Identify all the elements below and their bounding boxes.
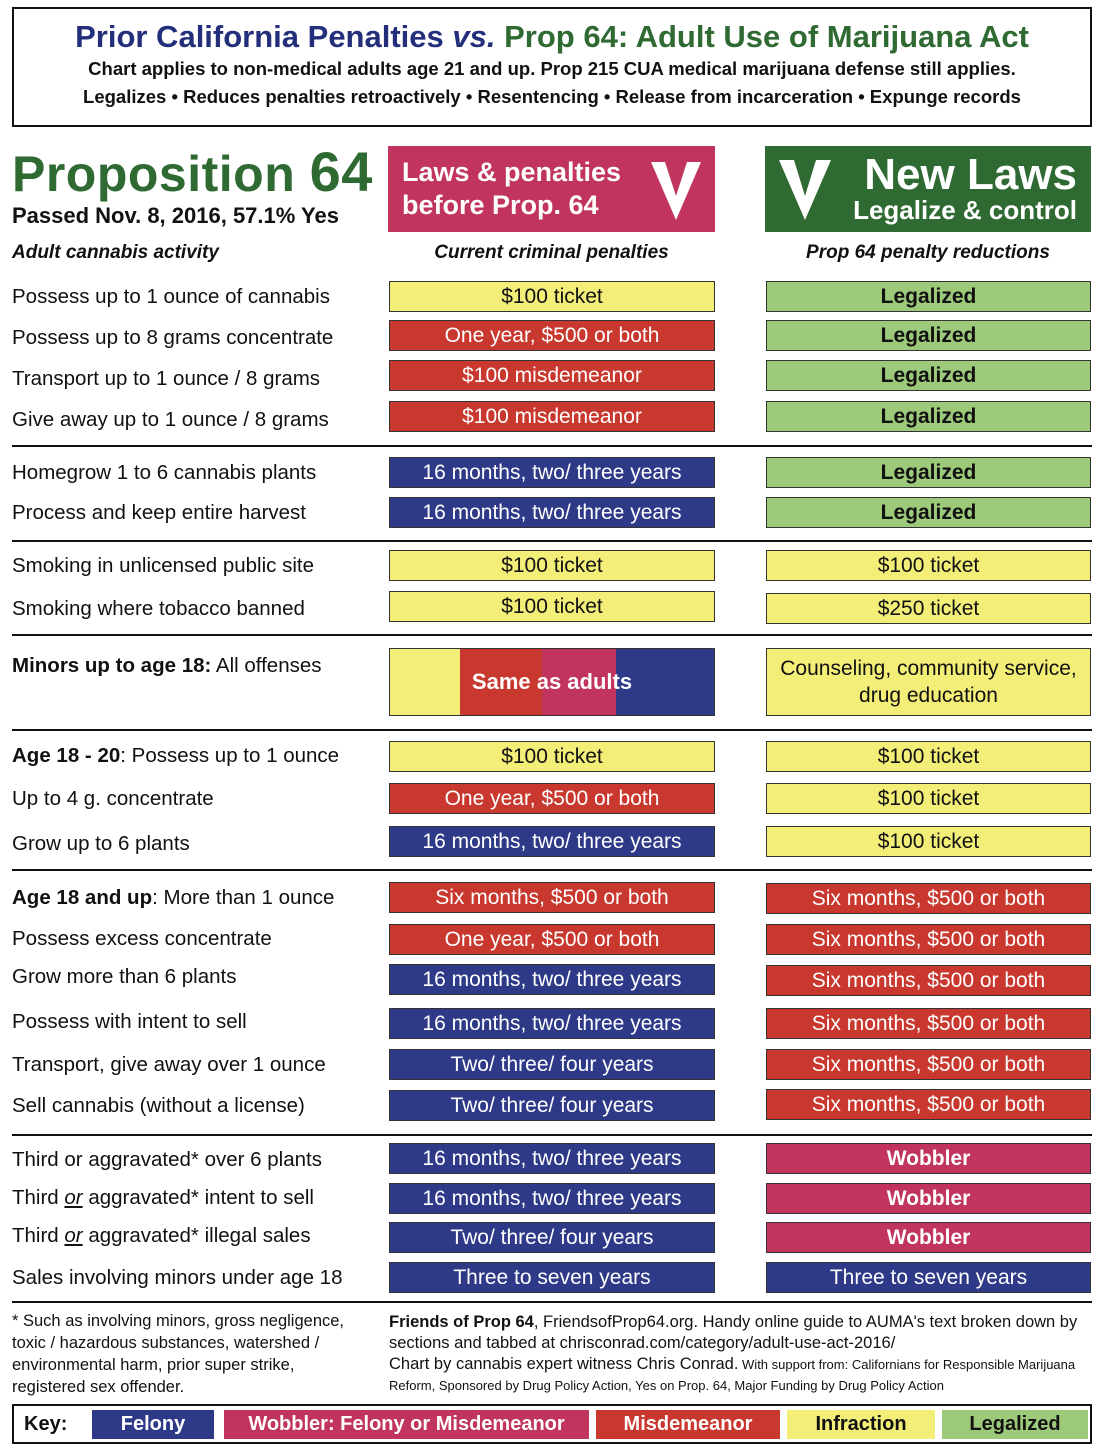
row-activity-rest: aggravated* intent to sell	[82, 1186, 314, 1209]
new-penalty-cell: Wobbler	[766, 1143, 1091, 1174]
row-activity-bold: Minors up to age 18:	[12, 654, 212, 677]
row-activity-rest: All offenses	[211, 654, 322, 677]
credits-support: With support from: Californians for Responsible Marijuana Reform, Sponsored by Drug Policy Action, Yes on Prop. 64, Major Funding by Drug Policy Action	[389, 1357, 1076, 1393]
new-penalty-cell: Six months, $500 or both	[766, 965, 1091, 996]
header-subtitle: Chart applies to non-medical adults age 21 and up. Prop 215 CUA medical marijuana defense still applies.	[88, 58, 1016, 79]
new-penalty-cell: Legalized	[766, 401, 1091, 432]
new-penalty-cell: $100 ticket	[766, 550, 1091, 581]
current-penalty-cell: One year, $500 or both	[389, 320, 715, 351]
new-penalty-cell: Six months, $500 or both	[766, 1089, 1091, 1120]
current-penalty-cell: 16 months, two/ three years	[389, 457, 715, 488]
new-penalty-cell: Six months, $500 or both	[766, 1049, 1091, 1080]
new-banner-line1: New Laws	[864, 150, 1077, 199]
new-penalty-cell: Legalized	[766, 360, 1091, 391]
new-penalty-cell: Legalized	[766, 497, 1091, 528]
credits-line1: , FriendsofProp64.org. Handy online guide to AUMA's text broken down by sections and tabbed at chrisconrad.com/category/adult-use-act-2016/	[389, 1313, 1078, 1352]
column-header-activity: Adult cannabis activity	[12, 242, 219, 263]
group-divider	[12, 869, 1092, 871]
current-penalty-cell: Two/ three/ four years	[389, 1222, 715, 1253]
current-penalty-cell: 16 months, two/ three years	[389, 1183, 715, 1214]
row-activity-rest: aggravated* illegal sales	[82, 1224, 311, 1247]
current-penalty-cell: Three to seven years	[389, 1262, 715, 1293]
group-divider	[12, 1301, 1092, 1303]
row-activity	[12, 744, 339, 768]
current-penalty-cell: Two/ three/ four years	[389, 1049, 715, 1080]
new-penalty-cell: Six months, $500 or both	[766, 1008, 1091, 1039]
same-as-adults-label: Same as adults	[471, 669, 633, 694]
key-misdemeanor: Misdemeanor	[596, 1410, 780, 1439]
current-penalty-cell: Six months, $500 or both	[389, 882, 715, 913]
row-activity: Possess up to 8 grams concentrate	[12, 326, 334, 349]
row-activity-pre: Third	[12, 1224, 65, 1247]
title-part3: : Adult Use of Marijuana Act	[617, 19, 1029, 54]
row-activity: Homegrow 1 to 6 cannabis plants	[12, 461, 317, 484]
row-activity-bold: Age 18 - 20	[12, 744, 121, 767]
new-penalty-cell: Counseling, community service, drug education	[766, 648, 1091, 716]
row-activity: Smoking in unlicensed public site	[12, 554, 314, 577]
footnote: * Such as involving minors, gross negligence, toxic / hazardous substances, watershed / environmental harm, prior super strike, registered sex offender.	[12, 1312, 345, 1396]
proposition-word: Proposition	[12, 146, 310, 202]
new-banner-line2: Legalize & control	[853, 195, 1077, 225]
current-penalty-cell: 16 months, two/ three years	[389, 1143, 715, 1174]
key-infraction: Infraction	[787, 1410, 935, 1439]
current-penalty-cell: 16 months, two/ three years	[389, 826, 715, 857]
group-divider	[12, 634, 1092, 636]
row-activity: Give away up to 1 ounce / 8 grams	[12, 408, 329, 431]
new-penalty-cell: $100 ticket	[766, 826, 1091, 857]
legend-key	[12, 1404, 1092, 1444]
row-activity: Possess excess concentrate	[12, 927, 272, 950]
row-activity: Transport, give away over 1 ounce	[12, 1053, 326, 1076]
row-activity	[12, 1224, 311, 1248]
row-activity: Possess with intent to sell	[12, 1010, 247, 1033]
new-penalty-cell: $250 ticket	[766, 593, 1091, 624]
row-activity	[12, 1186, 314, 1210]
new-penalty-cell: $100 ticket	[766, 741, 1091, 772]
key-label: Key:	[24, 1413, 68, 1435]
current-penalty-cell: 16 months, two/ three years	[389, 1008, 715, 1039]
current-penalty-cell: 16 months, two/ three years	[389, 497, 715, 528]
title-vs: vs.	[452, 19, 496, 54]
new-penalty-cell: Six months, $500 or both	[766, 924, 1091, 955]
infraction-stripe	[390, 649, 460, 715]
new-penalty-cell: Legalized	[766, 457, 1091, 488]
proposition-number: 64	[309, 140, 373, 203]
group-divider	[12, 1134, 1092, 1136]
key-felony: Felony	[92, 1410, 214, 1439]
new-penalty-cell: Wobbler	[766, 1183, 1091, 1214]
current-penalty-cell: 16 months, two/ three years	[389, 964, 715, 995]
key-wobbler: Wobbler: Felony or Misdemeanor	[224, 1410, 589, 1439]
new-penalty-cell: Six months, $500 or both	[766, 883, 1091, 914]
row-activity-bold: Age 18 and up	[12, 886, 153, 909]
credits	[389, 1312, 1099, 1396]
group-divider	[12, 445, 1092, 447]
header-tagline: Legalizes • Reduces penalties retroactively • Resentencing • Release from incarceration • Expunge records	[83, 86, 1021, 107]
current-penalty-cell: One year, $500 or both	[389, 924, 715, 955]
new-penalty-cell: $100 ticket	[766, 783, 1091, 814]
current-penalty-cell: $100 misdemeanor	[389, 401, 715, 432]
new-penalty-cell: Wobbler	[766, 1222, 1091, 1253]
prior-banner-line1: Laws & penalties	[402, 157, 622, 187]
column-header-new: Prop 64 penalty reductions	[806, 242, 1050, 263]
group-divider	[12, 729, 1092, 731]
title-part1: Prior California Penalties	[75, 19, 453, 54]
row-activity	[12, 886, 334, 910]
row-activity: Grow more than 6 plants	[12, 965, 237, 988]
current-penalty-cell: $100 ticket	[389, 591, 715, 622]
current-penalty-cell: $100 ticket	[389, 281, 715, 312]
row-activity: Process and keep entire harvest	[12, 501, 306, 524]
current-penalty-cell: Two/ three/ four years	[389, 1090, 715, 1121]
group-divider	[12, 540, 1092, 542]
proposition-passed: Passed Nov. 8, 2016, 57.1% Yes	[12, 203, 339, 228]
title-part2: Prop 64	[495, 19, 618, 54]
row-activity	[12, 654, 322, 678]
new-penalty-cell: Three to seven years	[766, 1262, 1091, 1293]
current-penalty-cell: One year, $500 or both	[389, 783, 715, 814]
row-activity: Possess up to 1 ounce of cannabis	[12, 285, 330, 308]
row-activity-pre: Third	[12, 1186, 65, 1209]
column-header-current: Current criminal penalties	[434, 242, 669, 263]
key-legalized: Legalized	[942, 1410, 1088, 1439]
current-penalty-cell: $100 ticket	[389, 741, 715, 772]
row-activity: Smoking where tobacco banned	[12, 597, 305, 620]
new-penalty-cell: Legalized	[766, 320, 1091, 351]
row-activity-rest: : Possess up to 1 ounce	[120, 744, 340, 767]
row-activity-em: or	[64, 1224, 83, 1247]
row-activity-em: or	[64, 1186, 83, 1209]
row-activity: Sell cannabis (without a license)	[12, 1094, 305, 1117]
row-activity: Sales involving minors under age 18	[12, 1266, 343, 1289]
credits-line2: Chart by cannabis expert witness Chris Conrad.	[389, 1355, 739, 1373]
new-penalty-cell: Legalized	[766, 281, 1091, 312]
row-activity-rest: : More than 1 ounce	[152, 886, 335, 909]
current-penalty-cell: $100 misdemeanor	[389, 360, 715, 391]
row-activity: Grow up to 6 plants	[12, 832, 190, 855]
row-activity: Transport up to 1 ounce / 8 grams	[12, 367, 321, 390]
current-penalty-cell-mixed	[389, 648, 715, 716]
prior-banner-line2: before Prop. 64	[402, 190, 599, 220]
row-activity: Up to 4 g. concentrate	[12, 787, 214, 810]
row-activity: Third or aggravated* over 6 plants	[12, 1148, 322, 1171]
current-penalty-cell: $100 ticket	[389, 550, 715, 581]
credits-org: Friends of Prop 64	[389, 1313, 534, 1331]
